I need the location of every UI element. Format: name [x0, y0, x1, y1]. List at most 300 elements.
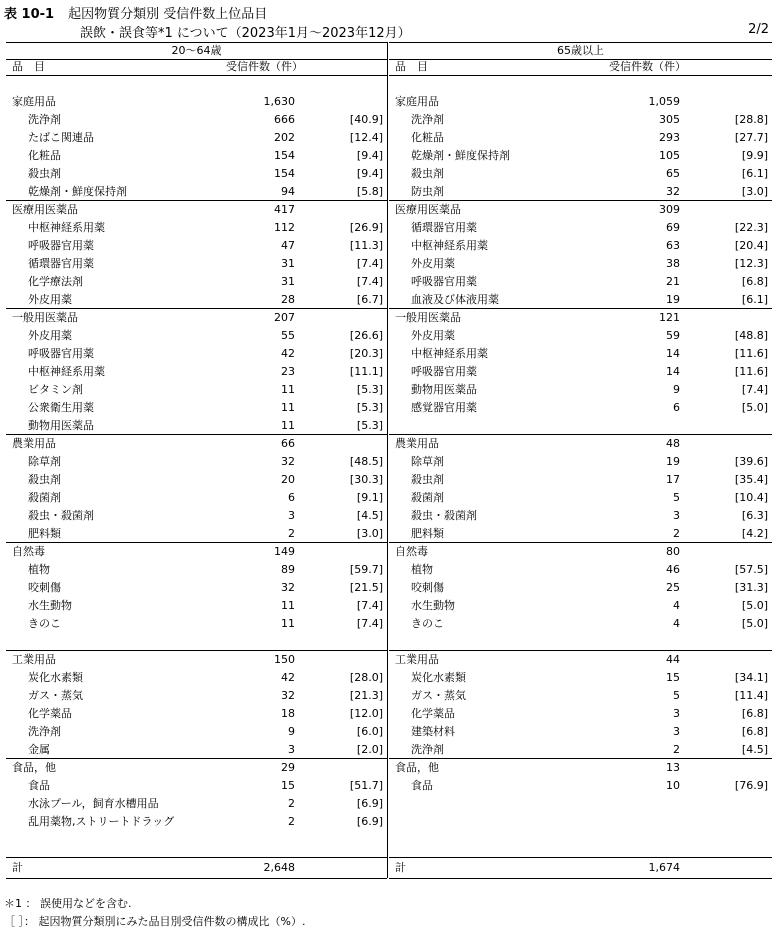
- item-name: 外皮用薬: [411, 329, 455, 342]
- item-percent: [6.9]: [356, 797, 383, 810]
- item-count: 4: [673, 617, 680, 630]
- table-row: [6, 291, 387, 309]
- item-percent: [26.6]: [349, 329, 383, 342]
- group-row: [389, 435, 772, 453]
- group-name: 一般用医薬品: [12, 311, 78, 324]
- table-row: [6, 453, 387, 471]
- item-count: 63: [666, 239, 680, 252]
- table-row: [389, 291, 772, 309]
- item-name: 乱用薬物,ストリートドラッグ: [28, 815, 175, 828]
- table-row: [389, 363, 772, 381]
- item-percent: [22.3]: [734, 221, 768, 234]
- table-row: [6, 255, 387, 273]
- item-name: ガス・蒸気: [411, 689, 466, 702]
- item-count: 25: [666, 581, 680, 594]
- item-percent: [40.9]: [349, 113, 383, 126]
- table-row: [389, 219, 772, 237]
- table-row: [389, 111, 772, 129]
- item-name: 殺菌剤: [28, 491, 61, 504]
- item-percent: [26.9]: [349, 221, 383, 234]
- table-row: [6, 813, 387, 831]
- item-percent: [6.1]: [741, 167, 768, 180]
- page-number: 2/2: [748, 22, 769, 37]
- item-percent: [6.0]: [356, 725, 383, 738]
- item-percent: [6.3]: [741, 509, 768, 522]
- item-percent: [5.0]: [741, 617, 768, 630]
- table-title: [4, 3, 267, 22]
- right-column: [389, 42, 772, 878]
- table-row: [6, 417, 387, 435]
- item-name: 殺虫剤: [28, 473, 61, 486]
- item-percent: [7.4]: [356, 257, 383, 270]
- group-divider: [6, 200, 387, 201]
- group-divider: [6, 434, 387, 435]
- table-subtitle: 誤飲・誤食等*1 について（2023年1月～2023年12月）: [80, 26, 411, 41]
- table-row: [6, 327, 387, 345]
- group-count: 1,059: [648, 95, 680, 108]
- table-row: [6, 579, 387, 597]
- item-name: 食品: [28, 779, 50, 792]
- item-name: 乾燥剤・鮮度保持剤: [28, 185, 127, 198]
- table-row: [389, 741, 772, 759]
- item-name: 殺虫・殺菌剤: [28, 509, 94, 522]
- item-name: 殺虫剤: [411, 473, 444, 486]
- group-row: [6, 201, 387, 219]
- table-row: [6, 219, 387, 237]
- table-title-text: 起因物質分類別 受信件数上位品目: [68, 7, 268, 22]
- right-total-label: 計: [395, 861, 406, 874]
- item-percent: [3.0]: [741, 185, 768, 198]
- group-row: [389, 309, 772, 327]
- table-row: [389, 471, 772, 489]
- item-count: 293: [659, 131, 680, 144]
- item-count: 42: [281, 671, 295, 684]
- item-count: 94: [281, 185, 295, 198]
- column-divider: [387, 42, 388, 878]
- table-row: [6, 705, 387, 723]
- item-name: 化粧品: [411, 131, 444, 144]
- group-name: 一般用医薬品: [395, 311, 461, 324]
- item-name: 動物用医薬品: [28, 419, 94, 432]
- group-row: [6, 651, 387, 669]
- item-percent: [20.3]: [349, 347, 383, 360]
- item-count: 9: [673, 383, 680, 396]
- item-count: 3: [673, 707, 680, 720]
- item-count: 15: [281, 779, 295, 792]
- group-count: 48: [666, 437, 680, 450]
- right-total-count: 1,674: [648, 861, 680, 874]
- group-count: 417: [274, 203, 295, 216]
- group-divider: [389, 542, 772, 543]
- group-row: [6, 543, 387, 561]
- item-name: 洗浄剤: [411, 113, 444, 126]
- item-count: 55: [281, 329, 295, 342]
- item-count: 11: [281, 419, 295, 432]
- footnote-2: ［ ］： 起因物質分類別にみた品目別受信件数の構成比（%）.: [4, 915, 306, 928]
- item-count: 154: [274, 149, 295, 162]
- item-percent: [12.3]: [734, 257, 768, 270]
- group-row: [389, 201, 772, 219]
- item-name: 感覚器官用薬: [411, 401, 477, 414]
- item-percent: [5.8]: [356, 185, 383, 198]
- item-percent: [6.8]: [741, 275, 768, 288]
- item-count: 2: [673, 527, 680, 540]
- group-count: 150: [274, 653, 295, 666]
- table-row: [389, 579, 772, 597]
- item-count: 10: [666, 779, 680, 792]
- item-name: 咬刺傷: [28, 581, 61, 594]
- group-count: 44: [666, 653, 680, 666]
- item-percent: [39.6]: [734, 455, 768, 468]
- item-count: 19: [666, 455, 680, 468]
- item-count: 6: [673, 401, 680, 414]
- item-count: 3: [288, 743, 295, 756]
- item-count: 18: [281, 707, 295, 720]
- group-name: 農業用品: [12, 437, 56, 450]
- item-name: 乾燥剤・鮮度保持剤: [411, 149, 510, 162]
- item-name: 中枢神経系用薬: [411, 347, 488, 360]
- item-count: 5: [673, 491, 680, 504]
- table-row: [389, 669, 772, 687]
- group-count: 66: [281, 437, 295, 450]
- item-name: 呼吸器官用薬: [28, 239, 94, 252]
- item-name: 除草剤: [28, 455, 61, 468]
- item-name: 肥料類: [411, 527, 444, 540]
- item-count: 21: [666, 275, 680, 288]
- item-count: 112: [274, 221, 295, 234]
- table-row: [6, 381, 387, 399]
- table-row: [389, 399, 772, 417]
- table-row: [6, 489, 387, 507]
- table-row: [389, 489, 772, 507]
- item-count: 46: [666, 563, 680, 576]
- item-count: 32: [666, 185, 680, 198]
- table-row: [389, 255, 772, 273]
- group-name: 家庭用品: [12, 95, 56, 108]
- item-percent: [11.1]: [349, 365, 383, 378]
- table-row: [6, 147, 387, 165]
- item-count: 6: [288, 491, 295, 504]
- item-count: 11: [281, 383, 295, 396]
- group-count: 309: [659, 203, 680, 216]
- item-count: 3: [288, 509, 295, 522]
- item-percent: [48.5]: [349, 455, 383, 468]
- item-percent: [6.7]: [356, 293, 383, 306]
- group-name: 自然毒: [12, 545, 45, 558]
- item-name: 洗浄剤: [411, 743, 444, 756]
- item-name: 肥料類: [28, 527, 61, 540]
- item-percent: [9.1]: [356, 491, 383, 504]
- group-divider: [6, 758, 387, 759]
- item-name: 水生動物: [411, 599, 455, 612]
- table-row: [389, 237, 772, 255]
- item-count: 14: [666, 365, 680, 378]
- item-name: 呼吸器官用薬: [411, 365, 477, 378]
- table-row: [389, 345, 772, 363]
- table-row: [6, 723, 387, 741]
- item-percent: [11.6]: [734, 365, 768, 378]
- table-row: [6, 273, 387, 291]
- group-row: [6, 309, 387, 327]
- item-percent: [6.8]: [741, 725, 768, 738]
- item-name: 炭化水素類: [411, 671, 466, 684]
- item-name: ガス・蒸気: [28, 689, 83, 702]
- item-name: 除草剤: [411, 455, 444, 468]
- item-percent: [9.4]: [356, 167, 383, 180]
- table-row: [6, 237, 387, 255]
- table-row: [6, 525, 387, 543]
- group-divider: [389, 200, 772, 201]
- item-percent: [12.4]: [349, 131, 383, 144]
- group-name: 自然毒: [395, 545, 428, 558]
- group-count: 29: [281, 761, 295, 774]
- item-percent: [7.4]: [356, 599, 383, 612]
- item-name: 化粧品: [28, 149, 61, 162]
- group-count: 207: [274, 311, 295, 324]
- item-name: 殺虫剤: [28, 167, 61, 180]
- item-percent: [6.1]: [741, 293, 768, 306]
- item-name: 食品: [411, 779, 433, 792]
- left-group-title: 20～64歳: [6, 42, 387, 60]
- table-row: [6, 363, 387, 381]
- group-row: [389, 651, 772, 669]
- item-count: 154: [274, 167, 295, 180]
- item-percent: [31.3]: [734, 581, 768, 594]
- table-row: [6, 471, 387, 489]
- right-total-row: [389, 857, 772, 879]
- table-row: [389, 561, 772, 579]
- item-name: ビタミン剤: [28, 383, 83, 396]
- table-row: [389, 147, 772, 165]
- group-divider: [389, 308, 772, 309]
- item-count: 305: [659, 113, 680, 126]
- item-percent: [5.0]: [741, 401, 768, 414]
- item-percent: [11.6]: [734, 347, 768, 360]
- table-row: [389, 687, 772, 705]
- item-percent: [5.0]: [741, 599, 768, 612]
- table-row: [389, 705, 772, 723]
- item-count: 59: [666, 329, 680, 342]
- table-row: [389, 183, 772, 201]
- item-percent: [6.9]: [356, 815, 383, 828]
- table-row: [6, 507, 387, 525]
- item-percent: [7.4]: [741, 383, 768, 396]
- item-count: 19: [666, 293, 680, 306]
- group-name: 農業用品: [395, 437, 439, 450]
- table-row: [389, 597, 772, 615]
- left-total-label: 計: [12, 861, 23, 874]
- item-name: 中枢神経系用薬: [411, 239, 488, 252]
- group-row: [6, 759, 387, 777]
- group-divider: [389, 434, 772, 435]
- table-row: [389, 129, 772, 147]
- table-row: [389, 723, 772, 741]
- left-col-item: 品 目: [12, 60, 45, 73]
- item-count: 105: [659, 149, 680, 162]
- group-divider: [6, 650, 387, 651]
- group-name: 工業用品: [395, 653, 439, 666]
- table-row: [389, 327, 772, 345]
- item-name: 動物用医薬品: [411, 383, 477, 396]
- table-header: [4, 3, 411, 41]
- table-row: [389, 507, 772, 525]
- group-count: 1,630: [263, 95, 295, 108]
- table-label: 表 10-1: [4, 7, 55, 22]
- group-name: 医療用医薬品: [12, 203, 78, 216]
- item-percent: [34.1]: [734, 671, 768, 684]
- item-name: 化学療法剤: [28, 275, 83, 288]
- item-count: 38: [666, 257, 680, 270]
- table-row: [389, 777, 772, 795]
- item-count: 47: [281, 239, 295, 252]
- table-row: [6, 111, 387, 129]
- item-name: 循環器官用薬: [411, 221, 477, 234]
- item-name: 水生動物: [28, 599, 72, 612]
- item-count: 20: [281, 473, 295, 486]
- item-percent: [11.4]: [734, 689, 768, 702]
- item-name: 血液及び体液用薬: [411, 293, 499, 306]
- item-percent: [28.0]: [349, 671, 383, 684]
- left-col-count: 受信件数（件）: [226, 60, 303, 73]
- item-count: 69: [666, 221, 680, 234]
- item-percent: [3.0]: [356, 527, 383, 540]
- item-percent: [5.3]: [356, 419, 383, 432]
- item-name: 植物: [28, 563, 50, 576]
- item-name: きのこ: [28, 617, 61, 630]
- item-percent: [4.2]: [741, 527, 768, 540]
- group-count: 149: [274, 545, 295, 558]
- item-count: 32: [281, 689, 295, 702]
- item-count: 15: [666, 671, 680, 684]
- group-row: [6, 435, 387, 453]
- group-row: [389, 543, 772, 561]
- item-name: 外皮用薬: [28, 329, 72, 342]
- item-count: 3: [673, 509, 680, 522]
- left-total-row: [6, 857, 387, 879]
- footnotes: [4, 895, 305, 931]
- item-name: 炭化水素類: [28, 671, 83, 684]
- table-row: [389, 381, 772, 399]
- group-count: 13: [666, 761, 680, 774]
- right-group-title: 65歳以上: [389, 42, 772, 60]
- item-name: 殺虫剤: [411, 167, 444, 180]
- table-row: [6, 741, 387, 759]
- item-percent: [10.4]: [734, 491, 768, 504]
- group-count: 121: [659, 311, 680, 324]
- item-name: 化学薬品: [411, 707, 455, 720]
- data-table: [6, 42, 772, 878]
- item-count: 666: [274, 113, 295, 126]
- table-row: [6, 165, 387, 183]
- item-name: 金属: [28, 743, 50, 756]
- item-percent: [11.3]: [349, 239, 383, 252]
- item-count: 11: [281, 599, 295, 612]
- group-name: 食品，他: [12, 761, 56, 774]
- item-count: 5: [673, 689, 680, 702]
- item-name: 咬刺傷: [411, 581, 444, 594]
- item-count: 4: [673, 599, 680, 612]
- left-column-header: [6, 59, 387, 76]
- table-row: [6, 399, 387, 417]
- item-name: 外皮用薬: [28, 293, 72, 306]
- item-name: 殺菌剤: [411, 491, 444, 504]
- item-percent: [59.7]: [349, 563, 383, 576]
- item-name: 呼吸器官用薬: [411, 275, 477, 288]
- table-row: [6, 669, 387, 687]
- item-name: 防虫剤: [411, 185, 444, 198]
- item-count: 2: [673, 743, 680, 756]
- item-percent: [51.7]: [349, 779, 383, 792]
- item-name: 中枢神経系用薬: [28, 221, 105, 234]
- item-percent: [5.3]: [356, 401, 383, 414]
- item-name: 化学薬品: [28, 707, 72, 720]
- item-name: 中枢神経系用薬: [28, 365, 105, 378]
- item-count: 28: [281, 293, 295, 306]
- group-name: 家庭用品: [395, 95, 439, 108]
- table-row: [6, 615, 387, 633]
- table-row: [6, 795, 387, 813]
- item-percent: [76.9]: [734, 779, 768, 792]
- item-percent: [7.4]: [356, 617, 383, 630]
- table-row: [6, 183, 387, 201]
- footnote-1: ＊1 ： 誤使用などを含む.: [4, 897, 132, 910]
- right-col-count: 受信件数（件）: [609, 60, 686, 73]
- table-row: [6, 597, 387, 615]
- item-name: 建築材料: [411, 725, 455, 738]
- item-percent: [20.4]: [734, 239, 768, 252]
- right-column-header: [389, 59, 772, 76]
- item-percent: [7.4]: [356, 275, 383, 288]
- table-row: [389, 165, 772, 183]
- item-percent: [4.5]: [356, 509, 383, 522]
- item-count: 11: [281, 401, 295, 414]
- item-count: 17: [666, 473, 680, 486]
- item-percent: [4.5]: [741, 743, 768, 756]
- item-count: 89: [281, 563, 295, 576]
- group-divider: [389, 650, 772, 651]
- table-row: [6, 129, 387, 147]
- item-percent: [27.7]: [734, 131, 768, 144]
- item-count: 11: [281, 617, 295, 630]
- left-column: [6, 42, 387, 878]
- table-row: [389, 453, 772, 471]
- item-name: 植物: [411, 563, 433, 576]
- table-row: [389, 525, 772, 543]
- item-count: 65: [666, 167, 680, 180]
- item-name: 水泳プール，飼育水槽用品: [28, 797, 159, 810]
- item-percent: [9.4]: [356, 149, 383, 162]
- group-name: 食品，他: [395, 761, 439, 774]
- group-divider: [6, 308, 387, 309]
- item-name: たばこ関連品: [28, 131, 94, 144]
- item-count: 42: [281, 347, 295, 360]
- item-name: 呼吸器官用薬: [28, 347, 94, 360]
- item-percent: [21.5]: [349, 581, 383, 594]
- item-count: 31: [281, 257, 295, 270]
- item-percent: [9.9]: [741, 149, 768, 162]
- item-percent: [48.8]: [734, 329, 768, 342]
- group-divider: [389, 758, 772, 759]
- item-percent: [12.0]: [349, 707, 383, 720]
- item-percent: [28.8]: [734, 113, 768, 126]
- item-percent: [21.3]: [349, 689, 383, 702]
- group-row: [6, 93, 387, 111]
- item-percent: [35.4]: [734, 473, 768, 486]
- item-count: 31: [281, 275, 295, 288]
- table-row: [6, 561, 387, 579]
- item-name: 洗浄剤: [28, 113, 61, 126]
- item-name: 洗浄剤: [28, 725, 61, 738]
